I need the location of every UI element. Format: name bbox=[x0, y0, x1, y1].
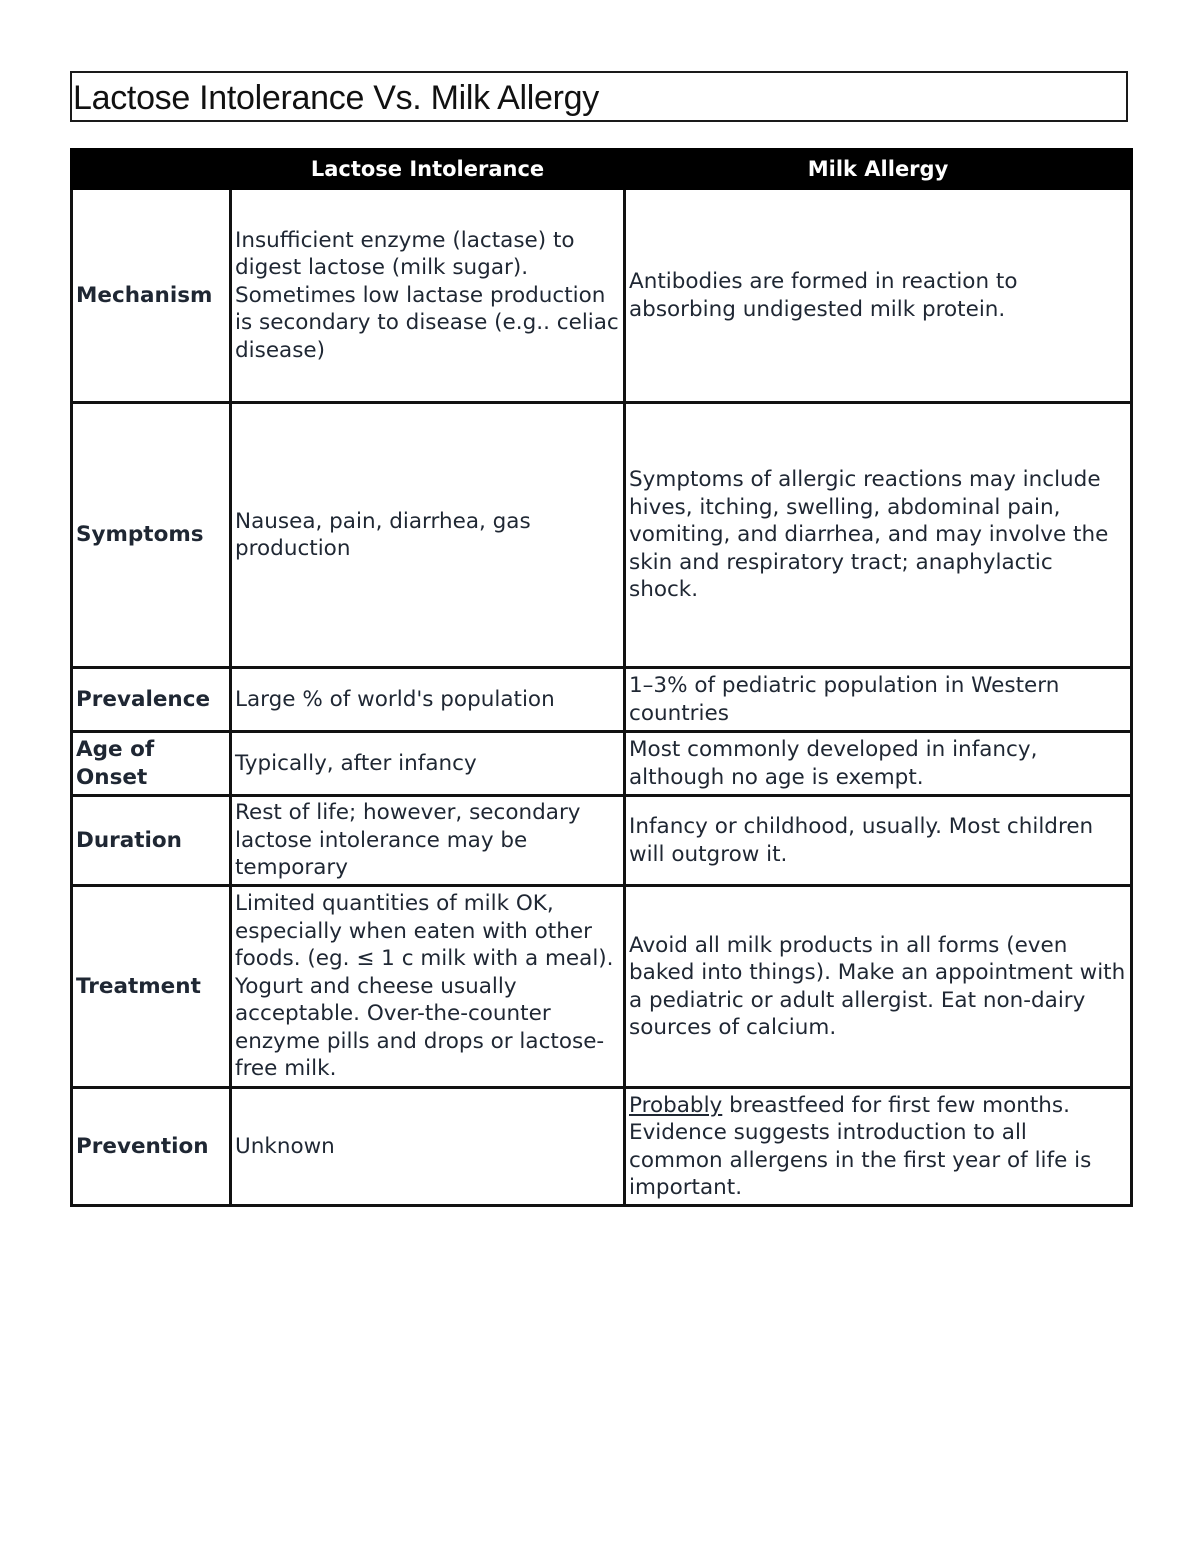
milk-allergy-cell: 1–3% of pediatric population in Western countries bbox=[625, 668, 1132, 732]
milk-allergy-cell: Most commonly developed in infancy, although no age is exempt. bbox=[625, 732, 1132, 796]
milk-allergy-cell bbox=[625, 1088, 1132, 1206]
header-milk-allergy: Milk Allergy bbox=[625, 150, 1132, 189]
emphasis-text: Probably bbox=[629, 1092, 723, 1118]
page-title: Lactose Intolerance Vs. Milk Allergy bbox=[73, 79, 599, 117]
row-label: Duration bbox=[72, 796, 231, 886]
row-prevalence bbox=[72, 668, 1132, 732]
milk-allergy-cell: Avoid all milk products in all forms (even baked into things). Make an appointment with a pediatric or adult allergist. Eat non-dairy sources of calcium. bbox=[625, 886, 1132, 1088]
row-prevention bbox=[72, 1088, 1132, 1206]
row-label: Prevalence bbox=[72, 668, 231, 732]
lactose-cell: Large % of world's population bbox=[231, 668, 625, 732]
lactose-cell: Insufficient enzyme (lactase) to digest lactose (milk sugar). Sometimes low lactase production is secondary to disease (e.g.. celiac disease) bbox=[231, 189, 625, 403]
lactose-cell: Nausea, pain, diarrhea, gas production bbox=[231, 403, 625, 668]
row-mechanism bbox=[72, 189, 1132, 403]
row-duration bbox=[72, 796, 1132, 886]
header-blank-cell bbox=[72, 150, 231, 189]
lactose-cell: Rest of life; however, secondary lactose intolerance may be temporary bbox=[231, 796, 625, 886]
row-symptoms bbox=[72, 403, 1132, 668]
row-label: Treatment bbox=[72, 886, 231, 1088]
row-label: Symptoms bbox=[72, 403, 231, 668]
lactose-cell: Typically, after infancy bbox=[231, 732, 625, 796]
comparison-table bbox=[70, 148, 1133, 1207]
lactose-cell: Limited quantities of milk OK, especially when eaten with other foods. (eg. ≤ 1 c milk with a meal). Yogurt and cheese usually acceptable. Over-the-counter enzyme pills and drops or lactose-free milk. bbox=[231, 886, 625, 1088]
milk-allergy-cell: Infancy or childhood, usually. Most children will outgrow it. bbox=[625, 796, 1132, 886]
title-box bbox=[70, 71, 1128, 122]
row-age-of-onset bbox=[72, 732, 1132, 796]
row-label: Age of Onset bbox=[72, 732, 231, 796]
header-row bbox=[72, 150, 1132, 189]
milk-allergy-cell: Symptoms of allergic reactions may include hives, itching, swelling, abdominal pain, vomiting, and diarrhea, and may involve the skin and respiratory tract; anaphylactic shock. bbox=[625, 403, 1132, 668]
lactose-cell: Unknown bbox=[231, 1088, 625, 1206]
milk-allergy-cell: Antibodies are formed in reaction to absorbing undigested milk protein. bbox=[625, 189, 1132, 403]
cell-text: breastfeed for first few months. Evidence suggests introduction to all common allergens in the first year of life is important. bbox=[629, 1092, 1092, 1200]
row-label: Prevention bbox=[72, 1088, 231, 1206]
row-label: Mechanism bbox=[72, 189, 231, 403]
row-treatment bbox=[72, 886, 1132, 1088]
header-lactose-intolerance: Lactose Intolerance bbox=[231, 150, 625, 189]
